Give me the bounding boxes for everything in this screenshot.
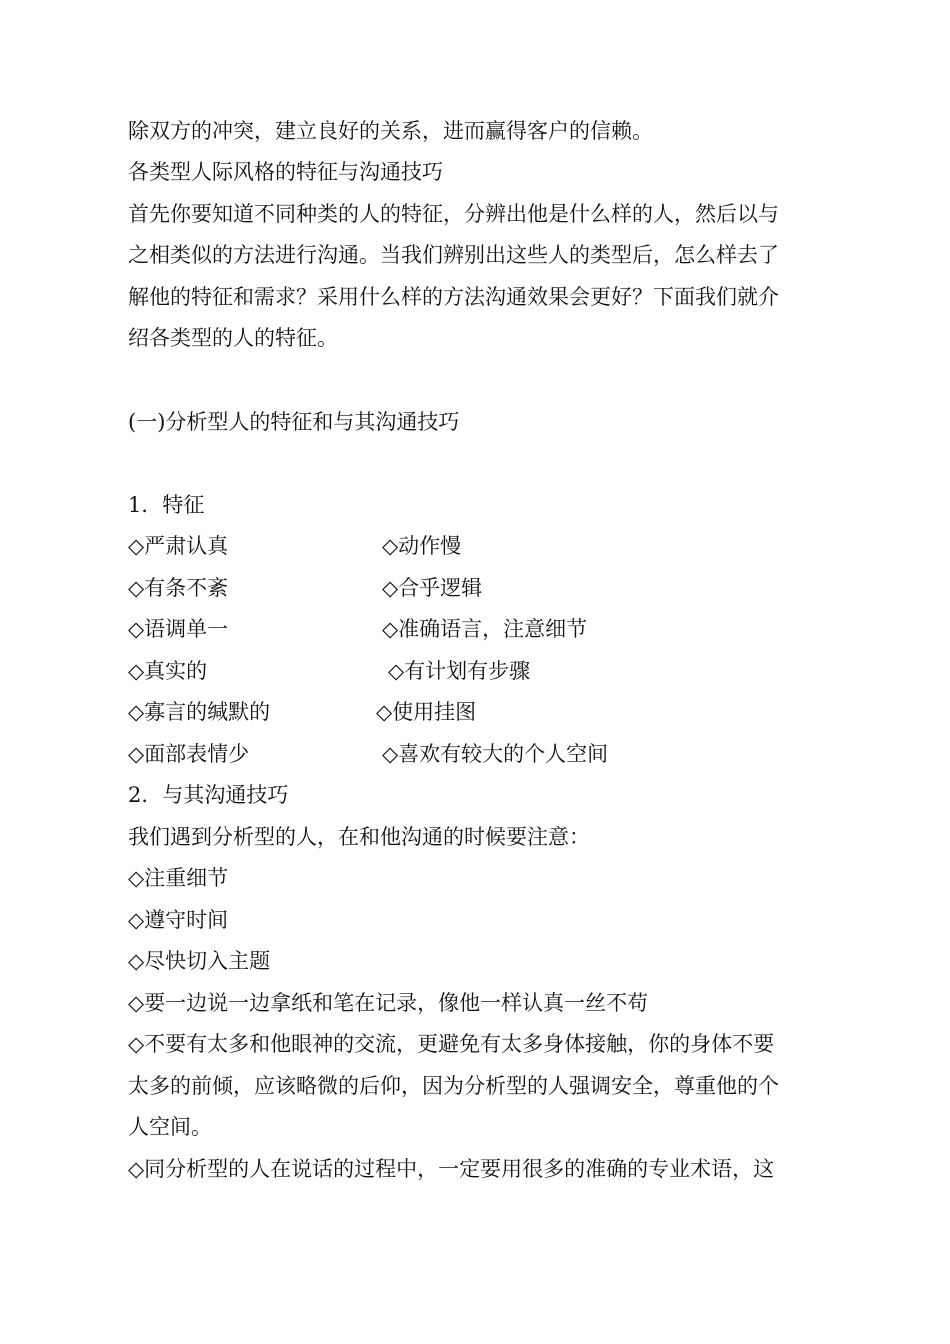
paragraph-line: 人空间。	[128, 1115, 212, 1139]
tip-item: ◇同分析型的人在说话的过程中，一定要用很多的准确的专业术语，这	[128, 1157, 775, 1181]
trait-left: ◇语调单一	[128, 617, 229, 641]
heading-communication: 2．与其沟通技巧	[128, 783, 289, 807]
section-title: 各类型人际风格的特征与沟通技巧	[128, 160, 443, 184]
trait-left: ◇严肃认真	[128, 534, 229, 558]
paragraph-line: 之相类似的方法进行沟通。当我们辨别出这些人的类型后，怎么样去了	[128, 243, 779, 267]
paragraph-line: 我们遇到分析型的人，在和他沟通的时候要注意：	[128, 825, 590, 849]
paragraph-line: 太多的前倾，应该略微的后仰，因为分析型的人强调安全，尊重他的个	[128, 1074, 779, 1098]
tip-item: ◇注重细节	[128, 866, 229, 890]
trait-right: ◇使用挂图	[376, 700, 477, 724]
trait-right: ◇准确语言，注意细节	[382, 617, 588, 641]
paragraph-line: 绍各类型的人的特征。	[128, 326, 338, 350]
tip-item: ◇要一边说一边拿纸和笔在记录，像他一样认真一丝不苟	[128, 991, 649, 1015]
tip-item: ◇尽快切入主题	[128, 949, 271, 973]
trait-right: ◇合乎逻辑	[382, 576, 483, 600]
subsection-title: (一)分析型人的特征和与其沟通技巧	[128, 410, 460, 434]
trait-left: ◇面部表情少	[128, 742, 250, 766]
tip-item: ◇不要有太多和他眼神的交流，更避免有太多身体接触，你的身体不要	[128, 1032, 775, 1056]
paragraph-line: 解他的特征和需求？采用什么样的方法沟通效果会更好？下面我们就介	[128, 285, 779, 309]
paragraph-line: 除双方的冲突，建立良好的关系，进而赢得客户的信赖。	[128, 119, 653, 143]
trait-right: ◇喜欢有较大的个人空间	[382, 742, 609, 766]
trait-left: ◇寡言的缄默的	[128, 700, 271, 724]
tip-item: ◇遵守时间	[128, 908, 229, 932]
paragraph-line: 首先你要知道不同种类的人的特征，分辨出他是什么样的人，然后以与	[128, 202, 779, 226]
trait-right: ◇有计划有步骤	[388, 659, 531, 683]
trait-right: ◇动作慢	[382, 534, 462, 558]
heading-traits: 1．特征	[128, 493, 205, 517]
trait-left: ◇有条不紊	[128, 576, 229, 600]
trait-left: ◇真实的	[128, 659, 208, 683]
